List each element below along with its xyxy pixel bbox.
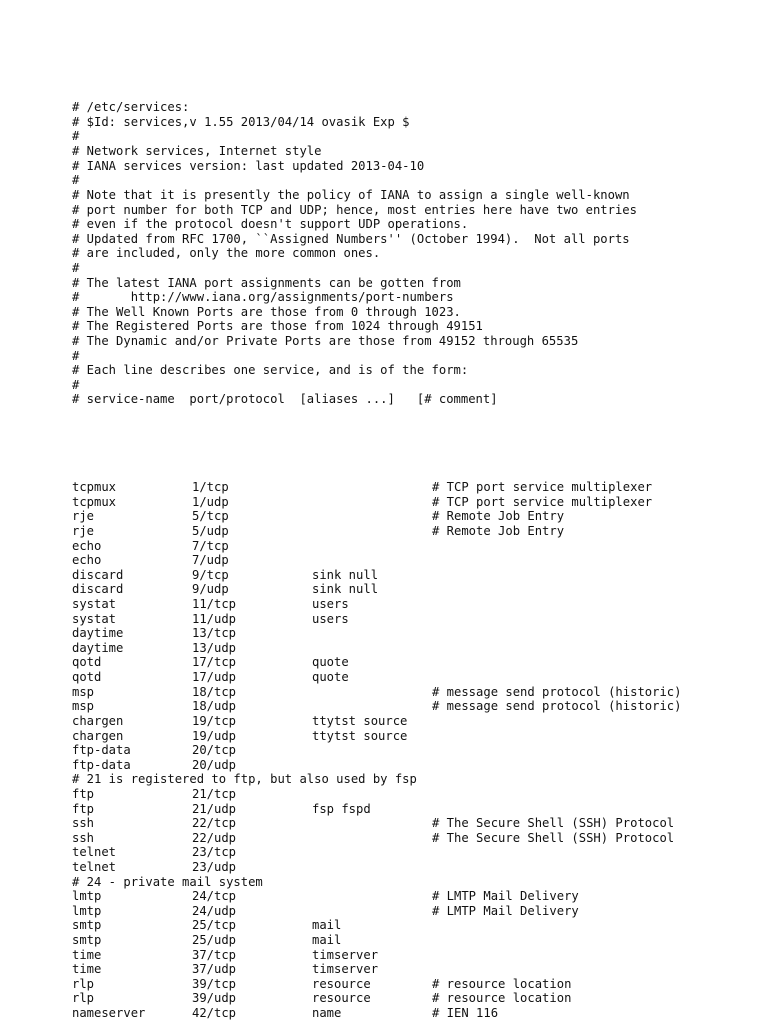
service-entry-row	[72, 641, 752, 656]
port-protocol: 18/tcp	[192, 684, 237, 699]
header-comment-line: # even if the protocol doesn't support UDP operations.	[72, 217, 469, 232]
service-entry-row	[72, 918, 752, 933]
service-name: rje	[72, 523, 95, 538]
port-protocol: 19/tcp	[192, 713, 237, 728]
port-protocol: 5/udp	[192, 523, 229, 538]
service-entry-row	[72, 626, 752, 641]
service-entry-row	[72, 729, 752, 744]
service-name: rlp	[72, 991, 95, 1006]
port-protocol: 21/tcp	[192, 786, 237, 801]
service-name: smtp	[72, 918, 102, 933]
port-protocol: 23/tcp	[192, 845, 237, 860]
header-comment-line: #	[72, 377, 80, 392]
port-protocol: 25/udp	[192, 933, 237, 948]
service-name: daytime	[72, 626, 124, 641]
service-entry-row	[72, 1006, 752, 1021]
service-name: lmtp	[72, 903, 102, 918]
service-entries-table	[72, 480, 752, 1021]
header-comment-line: # /etc/services:	[72, 100, 190, 115]
port-protocol: 23/udp	[192, 860, 237, 874]
aliases: mail	[312, 918, 342, 933]
aliases: resource	[312, 991, 371, 1006]
service-entry-row	[72, 509, 752, 524]
service-entry-row	[72, 495, 752, 510]
comment: # message send protocol (historic)	[432, 684, 682, 699]
aliases: sink null	[312, 582, 379, 597]
aliases: fsp fspd	[312, 801, 371, 816]
aliases: users	[312, 611, 349, 626]
service-name: msp	[72, 699, 95, 714]
service-entry-row	[72, 860, 752, 875]
service-name: echo	[72, 553, 102, 568]
port-protocol: 21/udp	[192, 801, 237, 816]
port-protocol: 20/udp	[192, 757, 237, 772]
header-comment-line: # service-name port/protocol [aliases ...] [# comment]	[72, 392, 498, 407]
comment: # IEN 116	[432, 1006, 499, 1021]
service-name: time	[72, 947, 102, 962]
service-entry-row	[72, 831, 752, 846]
service-name: qotd	[72, 655, 102, 670]
service-entry-row	[72, 977, 752, 992]
service-name: msp	[72, 684, 95, 699]
service-entry-row	[72, 962, 752, 977]
header-comment-line: # http://www.iana.org/assignments/port-numbers	[72, 290, 454, 305]
service-entry-row	[72, 991, 752, 1006]
header-comment-line: # The Dynamic and/or Private Ports are those from 49152 through 65535	[72, 334, 579, 348]
aliases: timserver	[312, 962, 379, 977]
port-protocol: 11/tcp	[192, 597, 237, 612]
aliases: name	[312, 1006, 342, 1021]
services-file-document	[72, 71, 752, 1035]
aliases: quote	[312, 655, 349, 670]
aliases: users	[312, 597, 349, 612]
service-entry-row	[72, 568, 752, 583]
service-entry-row	[72, 816, 752, 831]
comment: # LMTP Mail Delivery	[432, 903, 579, 918]
comment: # The Secure Shell (SSH) Protocol	[432, 830, 675, 845]
port-protocol: 18/udp	[192, 699, 237, 714]
aliases: mail	[312, 933, 342, 948]
comment: # The Secure Shell (SSH) Protocol	[432, 816, 675, 831]
service-name: ftp	[72, 801, 95, 816]
service-name: echo	[72, 538, 102, 553]
port-protocol: 9/tcp	[192, 567, 229, 582]
header-comment-line: # Updated from RFC 1700, ``Assigned Numbers'' (October 1994). Not all ports	[72, 231, 630, 246]
service-entry-row	[72, 889, 752, 904]
service-entry-row	[72, 655, 752, 670]
service-name: discard	[72, 582, 124, 597]
comment: # Remote Job Entry	[432, 523, 565, 538]
service-name: systat	[72, 597, 117, 612]
service-name: telnet	[72, 845, 117, 860]
service-entry-row	[72, 480, 752, 495]
header-comment-line: # are included, only the more common ones.	[72, 246, 381, 261]
service-name: systat	[72, 611, 117, 626]
service-name: daytime	[72, 640, 124, 655]
port-protocol: 39/tcp	[192, 976, 237, 991]
service-entry-row	[72, 670, 752, 685]
service-entry-row	[72, 539, 752, 554]
header-comment-line: # $Id: services,v 1.55 2013/04/14 ovasik Exp $	[72, 114, 410, 129]
service-name: chargen	[72, 728, 124, 743]
service-name: rlp	[72, 976, 95, 991]
aliases: ttytst source	[312, 728, 408, 743]
service-entry-row	[72, 699, 752, 714]
blank-line	[72, 436, 752, 451]
service-entry-row	[72, 597, 752, 612]
service-name: ftp-data	[72, 743, 131, 758]
port-protocol: 1/tcp	[192, 480, 229, 495]
service-entry-row	[72, 933, 752, 948]
comment: # Remote Job Entry	[432, 509, 565, 524]
aliases: ttytst source	[312, 713, 408, 728]
service-name: nameserver	[72, 1006, 146, 1021]
comment: # TCP port service multiplexer	[432, 494, 653, 509]
port-protocol: 22/tcp	[192, 816, 237, 831]
service-name: qotd	[72, 670, 102, 685]
service-entry-row	[72, 904, 752, 919]
service-entry-row	[72, 582, 752, 597]
comment: # resource location	[432, 991, 572, 1006]
service-entry-row	[72, 743, 752, 758]
port-protocol: 7/tcp	[192, 538, 229, 553]
header-comment-line: #	[72, 173, 80, 188]
service-name: chargen	[72, 713, 124, 728]
header-comment-line: # port number for both TCP and UDP; hence, most entries here have two entries	[72, 202, 637, 217]
inline-comment-line: # 21 is registered to ftp, but also used by fsp	[72, 772, 417, 787]
service-entry-row	[72, 685, 752, 700]
header-comment-line: # IANA services version: last updated 2013-04-10	[72, 158, 425, 173]
header-comment-line: # The Well Known Ports are those from 0 through 1023.	[72, 304, 461, 319]
comment: # resource location	[432, 976, 572, 991]
inline-comment-line: # 24 - private mail system	[72, 874, 263, 889]
header-comment-line: # The latest IANA port assignments can be gotten from	[72, 275, 461, 290]
service-name: rje	[72, 509, 95, 524]
comment: # TCP port service multiplexer	[432, 480, 653, 495]
port-protocol: 9/udp	[192, 582, 229, 597]
service-name: time	[72, 962, 102, 977]
service-name: discard	[72, 567, 124, 582]
port-protocol: 37/udp	[192, 962, 237, 977]
port-protocol: 24/tcp	[192, 889, 237, 904]
service-name: telnet	[72, 860, 117, 874]
service-entry-row	[72, 948, 752, 963]
header-comment-line: #	[72, 260, 80, 275]
service-entry-row	[72, 714, 752, 729]
service-name: ftp	[72, 786, 95, 801]
header-comment-line: # Network services, Internet style	[72, 144, 322, 159]
port-protocol: 13/udp	[192, 640, 237, 655]
service-entry-row	[72, 524, 752, 539]
port-protocol: 17/udp	[192, 670, 237, 685]
header-comment-line: #	[72, 129, 80, 144]
port-protocol: 5/tcp	[192, 509, 229, 524]
aliases: timserver	[312, 947, 379, 962]
port-protocol: 7/udp	[192, 553, 229, 568]
port-protocol: 19/udp	[192, 728, 237, 743]
service-entry-row	[72, 758, 752, 773]
header-comment-line: # Each line describes one service, and is of the form:	[72, 363, 469, 378]
header-comment-block	[72, 100, 752, 407]
service-name: tcpmux	[72, 480, 117, 495]
comment: # message send protocol (historic)	[432, 699, 682, 714]
service-name: ssh	[72, 830, 95, 845]
service-name: lmtp	[72, 889, 102, 904]
service-entry-row	[72, 845, 752, 860]
service-name: ftp-data	[72, 757, 131, 772]
port-protocol: 17/tcp	[192, 655, 237, 670]
port-protocol: 11/udp	[192, 611, 237, 626]
port-protocol: 42/tcp	[192, 1006, 237, 1021]
header-comment-line: # Note that it is presently the policy of IANA to assign a single well-known	[72, 187, 630, 202]
aliases: quote	[312, 670, 349, 685]
port-protocol: 39/udp	[192, 991, 237, 1006]
aliases: resource	[312, 976, 371, 991]
port-protocol: 1/udp	[192, 494, 229, 509]
port-protocol: 20/tcp	[192, 743, 237, 758]
service-entry-row	[72, 553, 752, 568]
aliases: sink null	[312, 567, 379, 582]
port-protocol: 24/udp	[192, 903, 237, 918]
port-protocol: 22/udp	[192, 830, 237, 845]
service-name: ssh	[72, 816, 95, 831]
service-name: smtp	[72, 933, 102, 948]
header-comment-line: #	[72, 348, 80, 363]
service-name: tcpmux	[72, 494, 117, 509]
service-entry-row	[72, 802, 752, 817]
port-protocol: 37/tcp	[192, 947, 237, 962]
comment: # LMTP Mail Delivery	[432, 889, 579, 904]
service-entry-row	[72, 612, 752, 627]
service-entry-row	[72, 787, 752, 802]
port-protocol: 25/tcp	[192, 918, 237, 933]
header-comment-line: # The Registered Ports are those from 1024 through 49151	[72, 319, 483, 334]
port-protocol: 13/tcp	[192, 626, 237, 641]
